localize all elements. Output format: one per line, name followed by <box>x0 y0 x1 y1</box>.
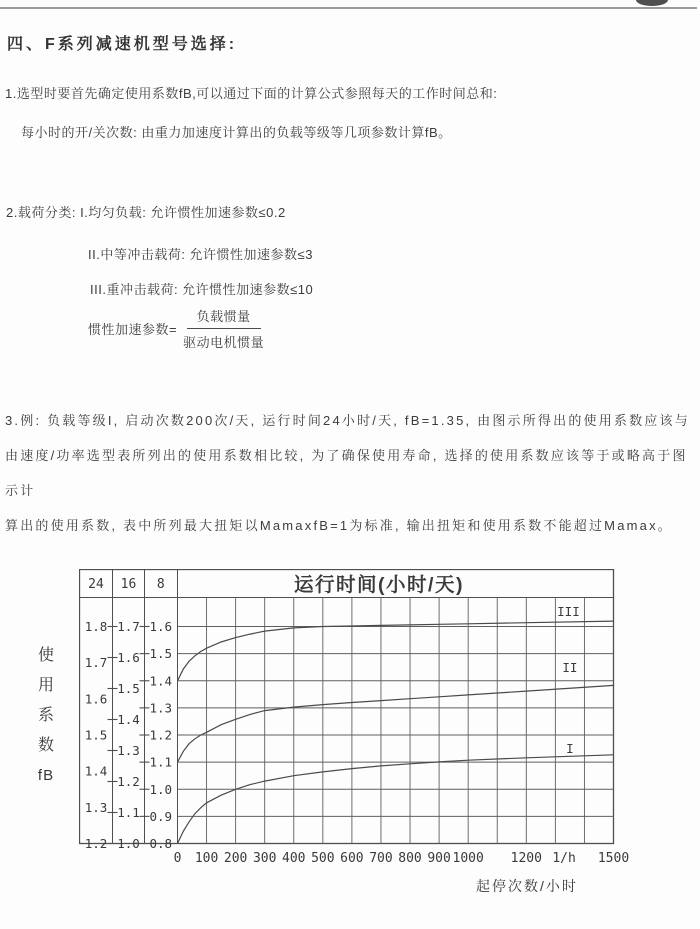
scale-label-8h: 0.8 <box>149 836 173 851</box>
x-tick-label: 400 <box>282 851 306 866</box>
scale-label-24h: 1.5 <box>84 727 108 743</box>
scale-label-24h: 1.4 <box>84 763 108 779</box>
chart-curves <box>178 604 614 843</box>
scale-label-24h: 1.7 <box>84 655 108 671</box>
x-tick-label: 100 <box>194 851 219 866</box>
top-divider <box>0 7 697 9</box>
x-tick-label: 1000 <box>452 851 484 866</box>
curve-III <box>178 621 614 681</box>
x-tick-label: 300 <box>252 851 277 866</box>
curve-label-I: I <box>566 741 574 757</box>
curve-label-III: III <box>557 604 580 620</box>
scale-label-8h: 1.5 <box>149 646 173 662</box>
scale-label-16h: 1.1 <box>117 805 140 820</box>
y-axis-label-char: 数 <box>37 737 54 754</box>
y-axis-label-fb: fB <box>37 767 55 784</box>
scale-label-8h: 1.3 <box>149 700 173 716</box>
x-axis-labels <box>174 851 630 866</box>
paragraph-example <box>5 403 699 543</box>
scale-label-8h: 1.1 <box>149 754 173 770</box>
scale-label-16h: 1.7 <box>117 619 140 634</box>
chart-grid <box>178 598 614 844</box>
scale-label-24h: 1.2 <box>84 836 108 851</box>
curve-I <box>178 755 614 844</box>
scale-label-16h: 1.4 <box>117 712 140 727</box>
hours-column-label: 8 <box>156 577 165 592</box>
paragraph-switch-frequency: 每小时的开/关次数: 由重力加速度计算出的负载等级等几项参数计算fB。 <box>21 125 452 140</box>
corner-ornament <box>636 0 668 6</box>
curve-label-II: II <box>562 660 578 676</box>
formula-fraction <box>181 306 266 351</box>
inertia-formula <box>88 306 266 351</box>
hours-column-label: 16 <box>120 577 137 592</box>
x-tick-label: 0 <box>173 851 182 866</box>
y-axis-label-char: 系 <box>37 707 54 724</box>
paragraph-load-class-heavy: III.重冲击载荷: 允许惯性加速参数≤10 <box>90 282 314 297</box>
page-title: 四、F系列减速机型号选择: <box>7 36 238 53</box>
y-axis-label <box>31 641 61 791</box>
x-tick-label: 1200 <box>510 851 542 866</box>
curve-II <box>178 685 614 762</box>
fb-selection-chart-svg <box>79 569 639 909</box>
paragraph-load-class-uniform: 2.载荷分类: I.均匀负载: 允许惯性加速参数≤0.2 <box>6 205 286 220</box>
x-tick-label: 700 <box>369 851 393 866</box>
scale-label-16h: 1.0 <box>117 836 140 851</box>
x-axis-title: 起停次数/小时 <box>476 878 578 894</box>
y-axis-label-char: 用 <box>37 677 54 694</box>
scale-label-8h: 1.4 <box>149 673 173 689</box>
example-line-3: 算出的使用系数, 表中所列最大扭矩以MamaxfB=1为标准, 输出扭矩和使用系数不能超过Mamax。 <box>5 518 673 533</box>
x-tick-label: 800 <box>398 851 422 866</box>
scale-label-8h: 1.6 <box>149 619 173 634</box>
hours-column-label: 24 <box>88 577 104 592</box>
scale-label-16h: 1.6 <box>117 650 140 665</box>
x-tick-label: 200 <box>223 851 248 866</box>
x-tick-label: 900 <box>427 851 451 866</box>
scale-label-8h: 1.0 <box>149 781 173 797</box>
paragraph-selection-intro: 1.选型时要首先确定使用系数fB,可以通过下面的计算公式参照每天的工作时间总和: <box>5 86 498 101</box>
example-line-1: 3.例: 负载等级I, 启动次数200次/天, 运行时间24小时/天, fB=1.35, 由图示所得出的使用系数应该与 <box>5 413 690 428</box>
scale-label-16h: 1.3 <box>117 743 140 758</box>
x-tick-label: 1/h <box>552 851 576 866</box>
x-tick-label: 500 <box>311 851 335 866</box>
example-line-2: 由速度/功率选型表所列出的使用系数相比较, 为了确保使用寿命, 选择的使用系数应该等于或略高于图示计 <box>5 448 688 498</box>
scale-label-8h: 0.9 <box>149 808 173 824</box>
scale-label-16h: 1.5 <box>117 681 140 696</box>
y-axis-label-char: 使 <box>37 647 54 664</box>
formula-numerator: 负载惯量 <box>187 306 261 329</box>
fb-chart <box>79 569 639 909</box>
scale-label-24h: 1.6 <box>84 691 108 707</box>
formula-lhs: 惯性加速参数= <box>88 322 178 337</box>
x-tick-label: 600 <box>340 851 364 866</box>
formula-denominator: 驱动电机惯量 <box>183 335 265 350</box>
y-scales <box>85 619 172 851</box>
scale-label-16h: 1.2 <box>117 774 140 789</box>
scale-label-8h: 1.2 <box>149 727 173 743</box>
scale-label-24h: 1.8 <box>84 619 108 634</box>
chart-title: 运行时间(小时/天) <box>294 574 464 596</box>
scale-label-24h: 1.3 <box>84 799 108 815</box>
x-tick-label: 1500 <box>597 851 630 866</box>
paragraph-load-class-medium: II.中等冲击载荷: 允许惯性加速参数≤3 <box>88 247 313 262</box>
